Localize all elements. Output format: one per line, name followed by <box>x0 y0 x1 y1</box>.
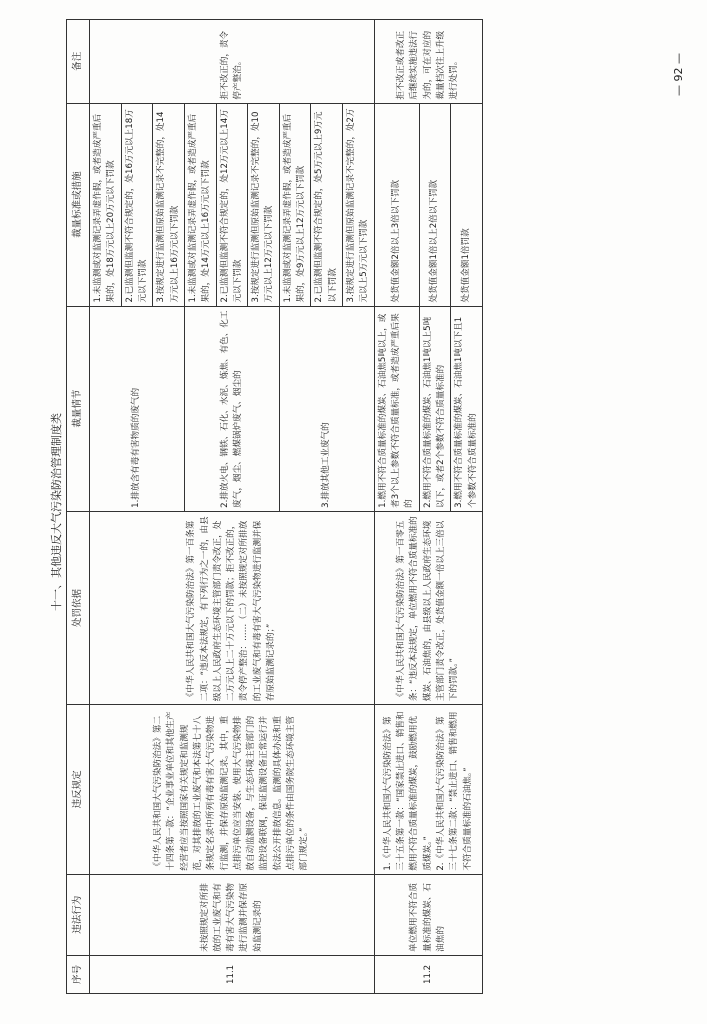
table-row <box>90 20 122 994</box>
row1-circ-1: 1.排放含有毒有害物质的废气的 <box>90 306 185 511</box>
row1-note: 拒不改正的，责令停产整治。 <box>90 20 375 104</box>
row2-note: 拒不改正或者改正后继续实施违法行为的，可在对应的裁量档次往上升级进行处罚。 <box>374 20 482 104</box>
row1-std-3-3: 3.按规定进行监测但原始监测记录不完整的，处2万元以上5万元以下罚款 <box>343 103 375 306</box>
section-title: 十一、其他违反大气污染防治管理制度类 <box>50 413 63 611</box>
header-basis: 处罚依据 <box>67 511 90 704</box>
row2-seq: 11.2 <box>374 955 482 993</box>
row2-rule: 1.《中华人民共和国大气污染防治法》第三十五条第一款：“国家禁止进口、销售和燃用不符合质量标准的煤炭，鼓励燃用优质煤炭。” 2.《中华人民共和国大气污染防治法》第三十七条第二款：“禁止进口、销售和燃用不符合质量标准的石油焦。” <box>374 705 482 874</box>
row2-std-3: 处货值金额1倍罚款 <box>451 103 483 306</box>
header-standard: 裁量标准或措施 <box>67 103 90 306</box>
row1-rule: 《中华人民共和国大气污染防治法》第二十四条第一款：“企业事业单位和其他生产经营者应当按照国家有关规定和监测规范，对其排放的工业废气和本法第七十八条规定名录中所列有毒有害大气污染物进行监测，并保存原始监测记录。其中，重点排污单位应当安装、使用大气污染物排放自动监测设备，与生态环境主管部门的监控设备联网，保证监测设备正常运行并依法公开排放信息。监测的具体办法和重点排污单位的条件由国务院生态环境主管部门规定。” <box>90 705 375 874</box>
header-seq: 序号 <box>67 955 90 993</box>
row1-seq: 11.1 <box>90 955 375 993</box>
row1-std-1-1: 1.未监测或对监测记录弄虚作假，或者造成严重后果的，处18万元以上20万元以下罚款 <box>90 103 122 306</box>
penalty-table <box>66 19 483 994</box>
table-row <box>374 20 419 994</box>
page-number: — 92 — <box>672 53 685 96</box>
row2-std-1: 处货值金额2倍以上3倍以下罚款 <box>374 103 419 306</box>
row1-std-2-1: 1.未监测或对监测记录弄虚作假，或者造成严重后果的，处14万元以上16万元以下罚款 <box>184 103 216 306</box>
row1-std-1-3: 3.按规定进行监测但原始监测记录不完整的，处14万元以上16万元以下罚款 <box>153 103 185 306</box>
row2-basis: 《中华人民共和国大气污染防治法》第一百零五条：“违反本法规定，单位燃用不符合质量标准的煤炭、石油焦的，由县级以上人民政府生态环境主管部门责令改正，处货值金额一倍以上三倍以下的罚款。” <box>374 511 482 704</box>
row1-circ-2: 2.排放火电、钢铁、石化、水泥、炼焦、有色、化工废气，烟尘、燃煤锅炉废气、烟尘的 <box>184 306 279 511</box>
row2-circ-1: 1.燃用不符合质量标准的煤炭、石油焦5吨以上，或者3个以上参数不符合质量标准，或者造成严重后果的 <box>374 306 419 511</box>
header-circumstance: 裁量情节 <box>67 306 90 511</box>
row1-std-3-1: 1.未监测或对监测记录弄虚作假，或者造成严重后果的，处9万元以上12万元以下罚款 <box>279 103 311 306</box>
header-act: 违法行为 <box>67 874 90 955</box>
header-row <box>67 20 90 994</box>
row2-circ-3: 3.燃用不符合质量标准的煤炭、石油焦1吨以下且1个参数不符合质量标准的 <box>451 306 483 511</box>
header-note: 备注 <box>67 20 90 104</box>
row2-act: 单位燃用不符合质量标准的煤炭、石油焦的 <box>374 874 482 955</box>
row1-basis: 《中华人民共和国大气污染防治法》第一百条第二项：“违反本法规定，有下列行为之一的，由县级以上人民政府生态环境主管部门责令改正，处二万元以上二十万元以下的罚款；拒不改正的，责令停产整治：……（二）未按照规定对所排放的工业废气和有毒有害大气污染物进行监测并保存原始监测记录的；” <box>90 511 375 704</box>
row1-std-2-3: 3.按规定进行监测但原始监测记录不完整的，处10万元以上12万元以下罚款 <box>248 103 280 306</box>
row1-std-2-2: 2.已监测但监测不符合规定的，处12万元以上14万元以下罚款 <box>216 103 248 306</box>
row1-std-1-2: 2.已监测但监测不符合规定的，处16万元以上18万元以下罚款 <box>121 103 153 306</box>
row1-std-3-2: 2.已监测但监测不符合规定的，处5万元以上9万元以下罚款 <box>311 103 343 306</box>
row1-act: 未按照规定对所排放的工业废气和有毒有害大气污染物进行监测并保存原始监测记录的 <box>90 874 375 955</box>
row2-std-2: 处货值金额1倍以上2倍以下罚款 <box>419 103 451 306</box>
row2-circ-2: 2.燃用不符合质量标准的煤炭、石油焦1吨以上5吨以下，或者2个参数不符合质量标准的 <box>419 306 451 511</box>
header-rule: 违反规定 <box>67 705 90 874</box>
row1-circ-3: 3.排放其他工业废气的 <box>279 306 374 511</box>
